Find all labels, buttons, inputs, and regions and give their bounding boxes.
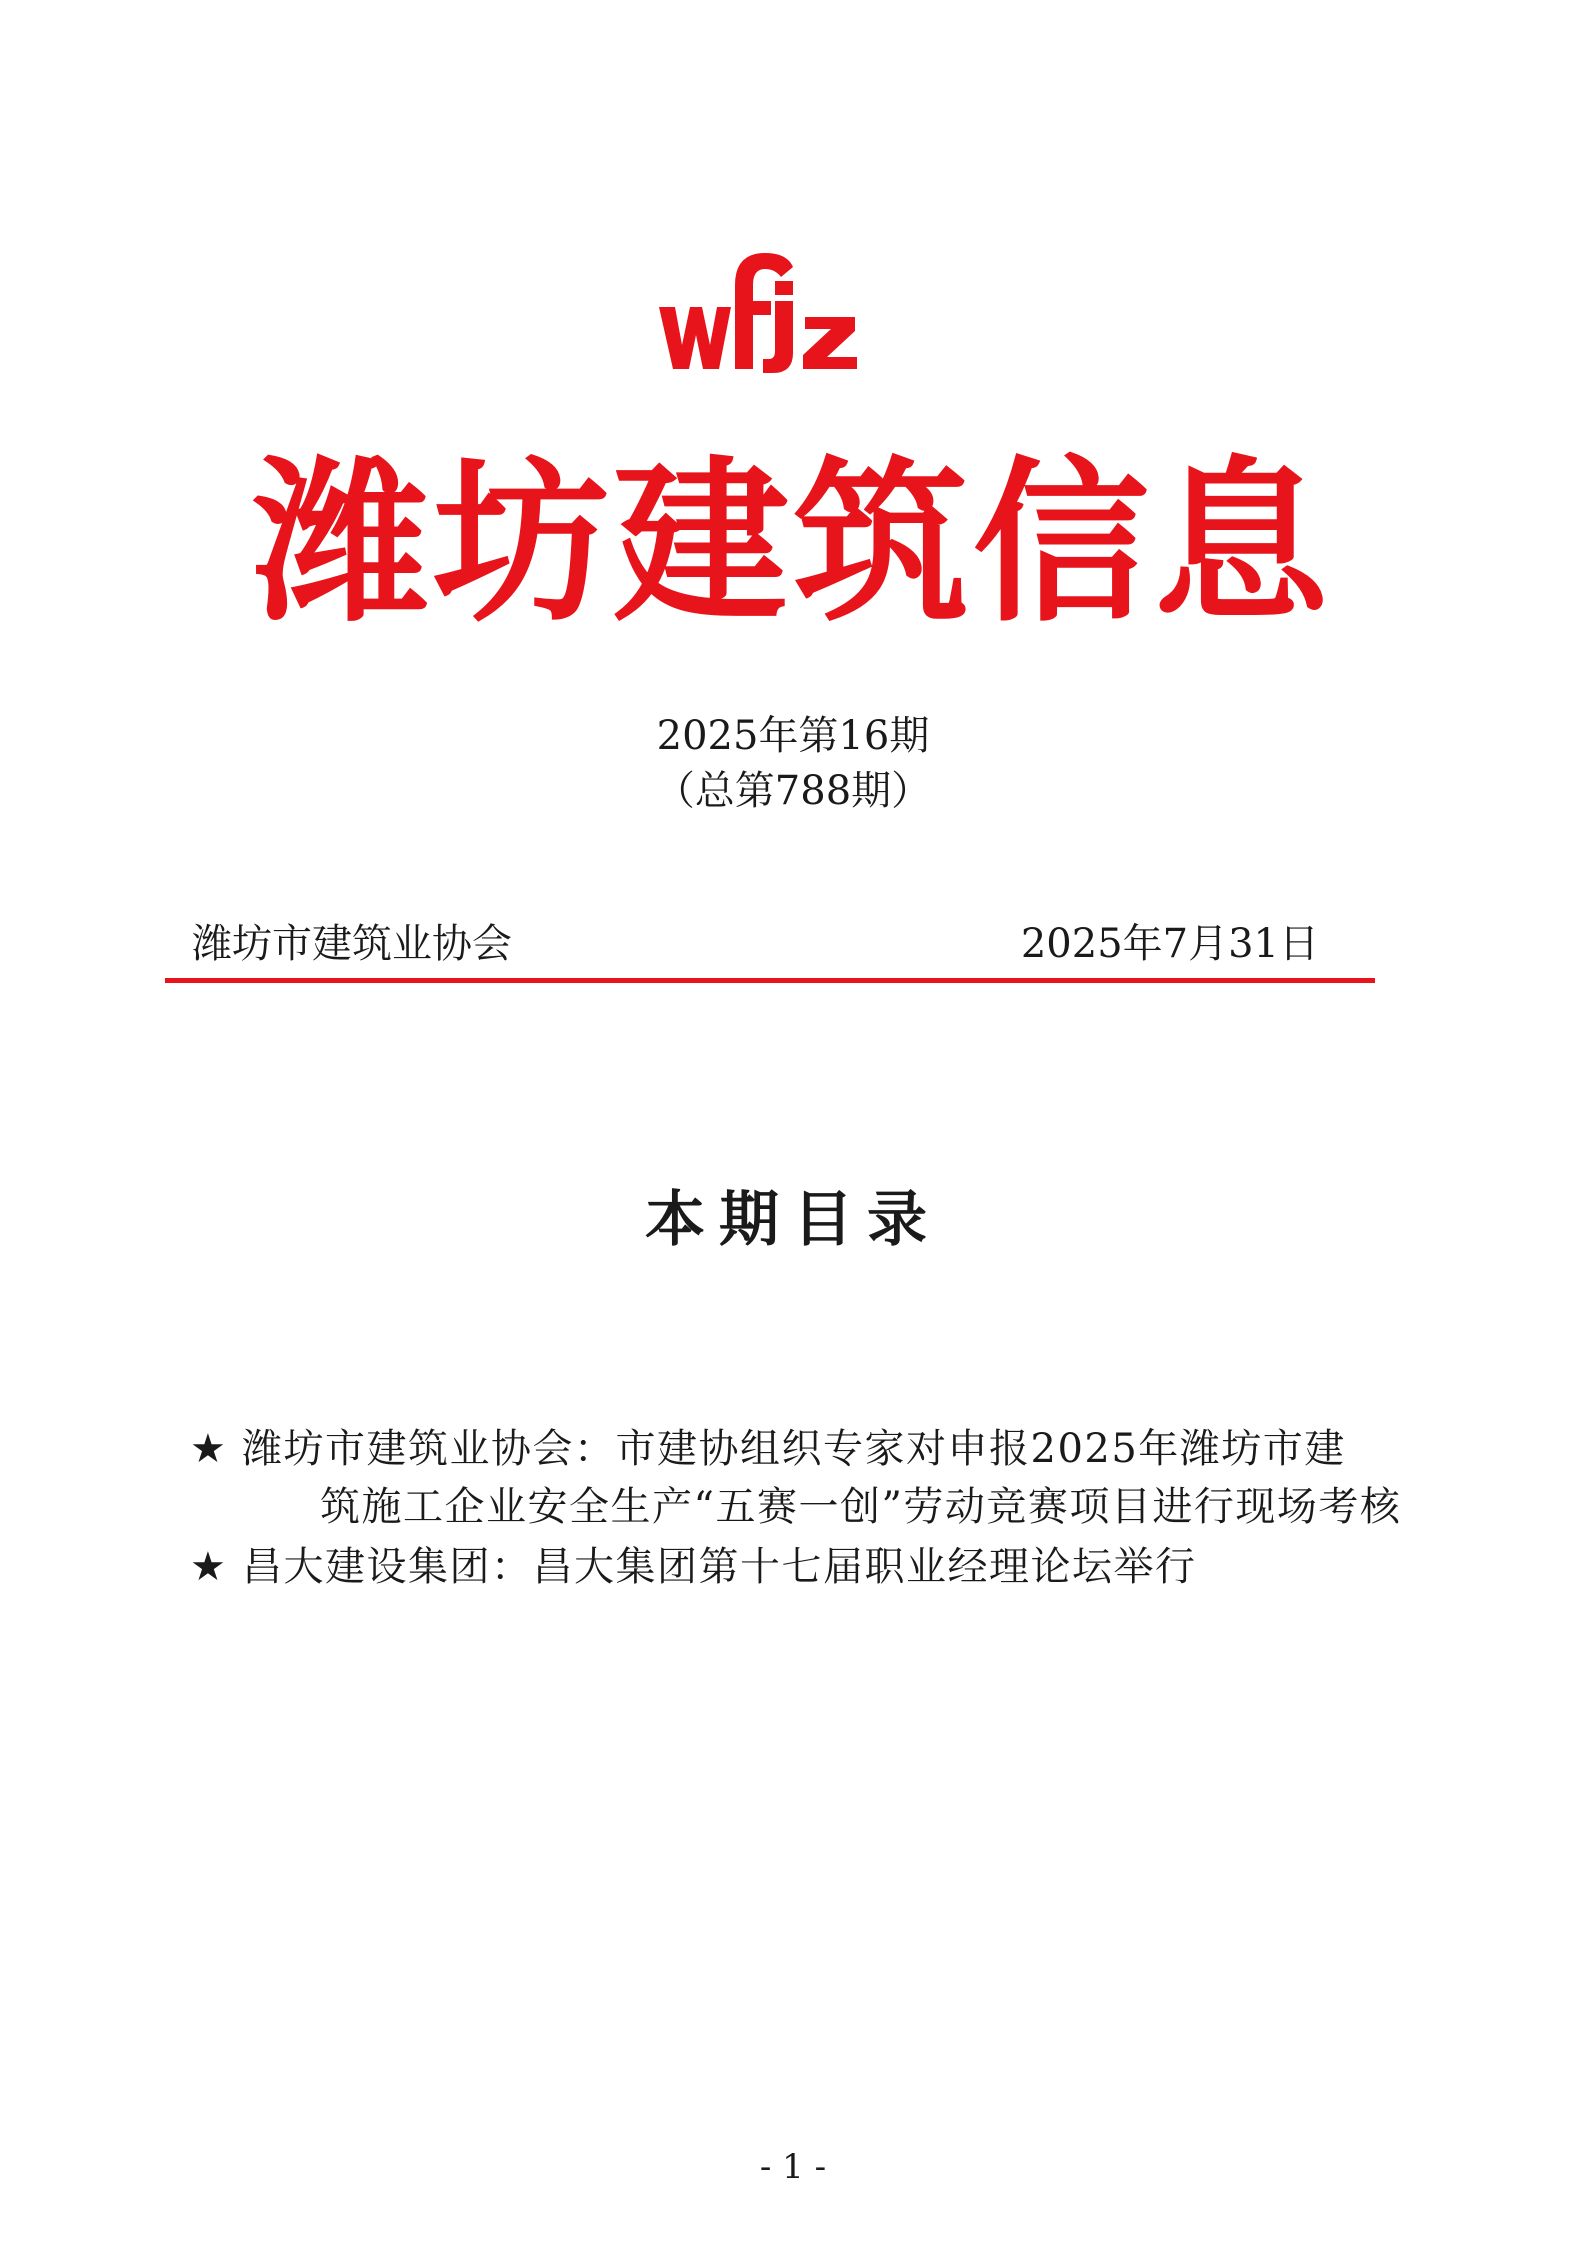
issue-total: （总第788期）: [654, 768, 932, 814]
wfjz-logo-icon: [655, 245, 875, 375]
star-icon: ★: [190, 1426, 228, 1472]
toc-item[interactable]: [190, 1538, 1410, 1596]
issue-number: 2025年第16期: [656, 713, 930, 759]
header-divider: [165, 978, 1375, 983]
toc-heading: 本期目录: [645, 1185, 941, 1255]
page-number: - 1 -: [759, 2147, 827, 2187]
masthead-title: 潍坊建筑信息: [252, 439, 1333, 646]
publisher-name: 潍坊市建筑业协会: [192, 921, 512, 967]
toc-item-lead: 昌大建设集团：昌大集团第十七届职业经理论坛举行: [242, 1544, 1197, 1590]
toc-item[interactable]: [190, 1420, 1410, 1536]
toc-list: [190, 1420, 1410, 1598]
publication-date: 2025年7月31日: [1020, 921, 1319, 967]
star-icon: ★: [190, 1544, 228, 1590]
toc-item-rest: 筑施工企业安全生产“五赛一创”劳动竞赛项目进行现场考核: [320, 1484, 1402, 1530]
toc-item-lead: 潍坊市建筑业协会：市建协组织专家对申报2025年潍坊市建: [242, 1426, 1346, 1472]
